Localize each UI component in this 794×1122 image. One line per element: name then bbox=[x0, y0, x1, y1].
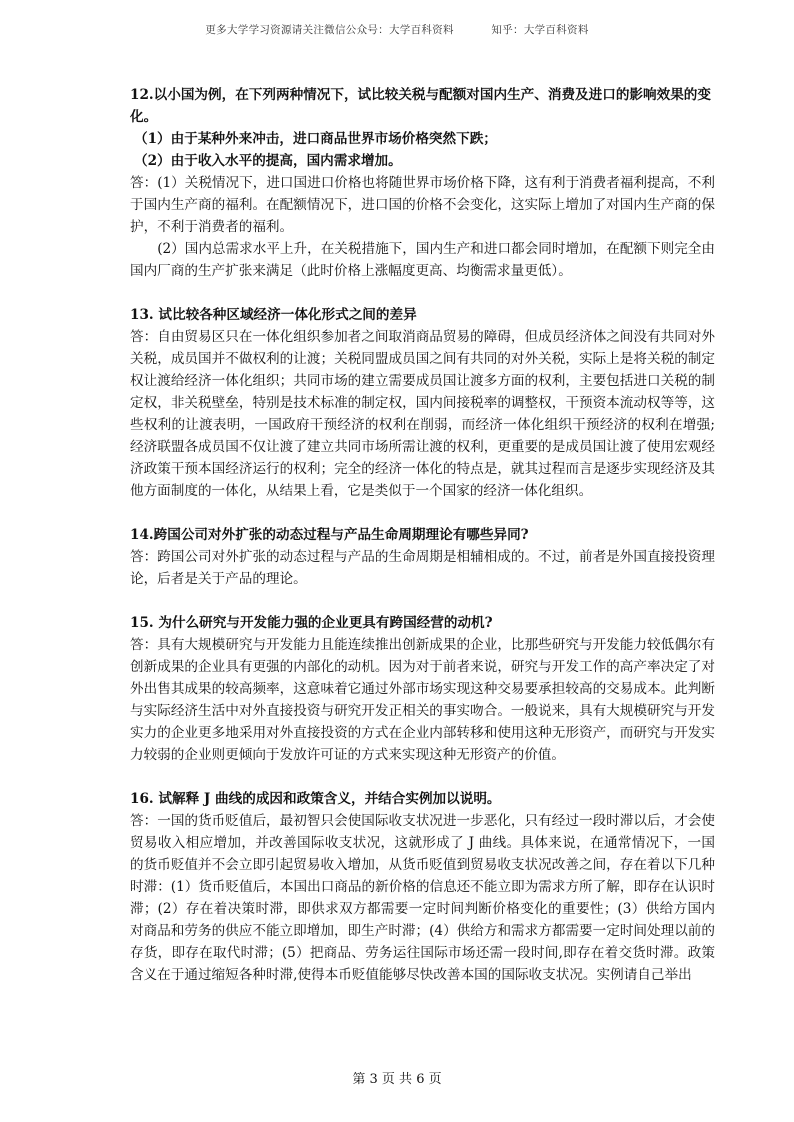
page-number-footer: 第 3 页 共 6 页 bbox=[352, 1072, 442, 1087]
question-14: 14.跨国公司对外扩张的动态过程与产品生命周期理论有哪些异同? bbox=[130, 527, 529, 543]
answer-12-part-2: (2）国内总需求水平上升，在关税措施下，国内生产和进口都会同时增加，在配额下则完全由国内厂商的生产扩张来满足（此时价格上涨幅度更高、均衡需求量更低）。 bbox=[130, 241, 715, 279]
document-body bbox=[130, 84, 715, 986]
header-zhihu-text: 知乎：大学百科资料 bbox=[491, 24, 589, 36]
answer-15: 答：具有大规模研究与开发能力且能连续推出创新成果的企业，比那些研究与开发能力较低偶尔有创新成果的企业具有更强的内部化的动机。因为对于前者来说，研究与开发工作的高产率决定了对外出售其成果的较高频率，这意味着它通过外部市场实现这种交易要承担较高的交易成本。此判断与实际经济生活中对外直接投资与研究开发正相关的事实吻合。一般说来，具有大规模研究与开发实力的企业更多地采用对外直接投资的方式在企业内部转移和使用这种无形资产，而研究与开发实力较弱的企业则更倾向于发放许可证的方式来实现这种无形资产的价值。 bbox=[130, 637, 715, 763]
header-wechat-text: 更多大学学习资源请关注微信公众号：大学百科资料 bbox=[205, 24, 454, 36]
answer-12-part-1: 答：(1）关税情况下，进口国进口价格也将随世界市场价格下降，这有利于消费者福利提高，不利于国内生产商的福利。在配额情况下，进口国的价格不会变化，这实际上增加了对国内生产商的保护，不利于消费者的福利。 bbox=[130, 175, 715, 235]
question-16: 16. 试解释 J 曲线的成因和政策含义，并结合实例加以说明。 bbox=[130, 791, 501, 807]
question-12-sub-1: （1）由于某种外来冲击，进口商品世界市场价格突然下跌； bbox=[134, 131, 497, 147]
answer-14: 答：跨国公司对外扩张的动态过程与产品的生命周期是相辅相成的。不过，前者是外国直接投资理论，后者是关于产品的理论。 bbox=[130, 549, 715, 587]
answer-16: 答：一国的货币贬值后，最初智只会使国际收支状况进一步恶化，只有经过一段时滞以后，才会使贸易收入相应增加，并改善国际收支状况，这就形成了 J 曲线。具体来说，在通常情况下，一国的货币贬值并不会立即引起贸易收入增加，从货币贬值到贸易收支状况改善之间，存在着以下几种时滞：(1）货币贬值后，本国出口商品的新价格的信息还不能立即为需求方所了解，即存在认识时滞；(2）存在着决策时滞，即供求双方都需要一定时间判断价格变化的重要性；(3）供给方国内对商品和劳务的供应不能立即增加，即生产时滞；(4）供给方和需求方都需要一定时间处理以前的存货，即存在取代时滞；(5）把商品、劳务运往国际市场还需一段时间,即存在着交货时滞。政策含义在于通过缩短各种时滞,使得本币贬值能够尽快改善本国的国际收支状况。实例请自己举出 bbox=[130, 813, 715, 983]
answer-13: 答：自由贸易区只在一体化组织参加者之间取消商品贸易的障碍，但成员经济体之间没有共同对外关税，成员国并不做权利的让渡；关税同盟成员国之间有共同的对外关税，实际上是将关税的制定权让渡给经济一体化组织；共同市场的建立需要成员国让渡多方面的权利，主要包括进口关税的制定权，非关税壁垒，特别是技术标准的制定权，国内间接税率的调整权，干预资本流动权等等，这些权利的让渡表明，一国政府干预经济的权利在削弱，而经济一体化组织干预经济的权利在增强;经济联盟各成员国不仅让渡了建立共同市场所需让渡的权利，更重要的是成员国让渡了使用宏观经济政策干预本国经济运行的权利；完全的经济一体化的特点是，就其过程而言是逐步实现经济及其他方面制度的一体化，从结果上看，它是类似于一个国家的经济一体化组织。 bbox=[130, 329, 715, 499]
question-15: 15. 为什么研究与开发能力强的企业更具有跨国经营的动机? bbox=[130, 615, 493, 631]
question-12-sub-2: （2）由于收入水平的提高，国内需求增加。 bbox=[134, 153, 402, 169]
page-header bbox=[0, 22, 794, 37]
question-12: 12.以小国为例，在下列两种情况下，试比较关税与配额对国内生产、消费及进口的影响效果的变化。 bbox=[130, 87, 711, 125]
question-13: 13. 试比较各种区域经济一体化形式之间的差异 bbox=[130, 307, 417, 323]
